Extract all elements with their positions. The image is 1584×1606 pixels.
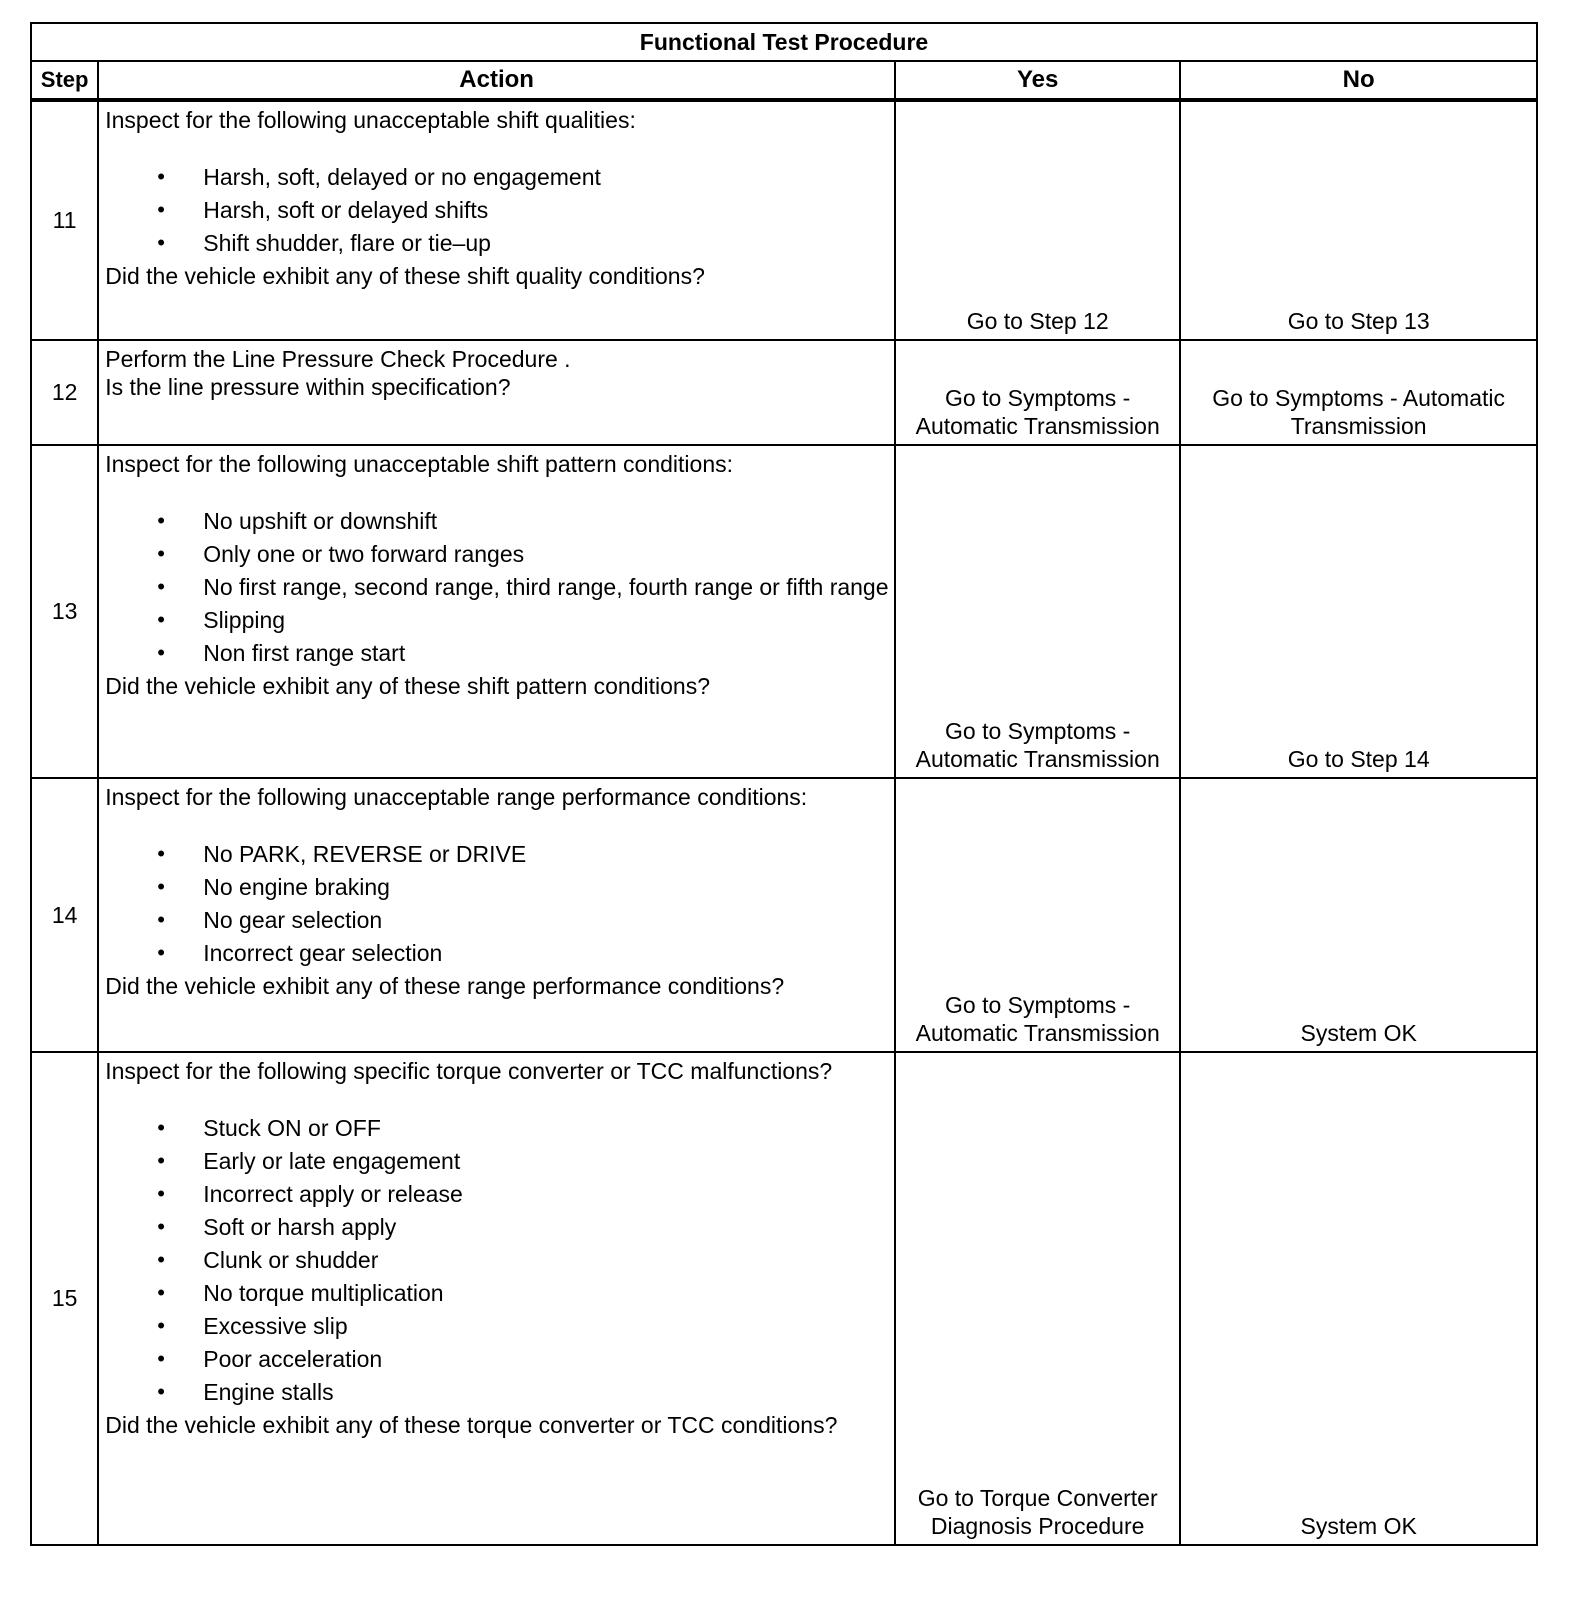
- no-result: System OK: [1180, 1052, 1537, 1545]
- bullet-icon: •: [157, 940, 165, 965]
- bullet-icon: •: [157, 841, 165, 866]
- list-item-text: No first range, second range, third range, fourth range or fifth range: [203, 574, 889, 600]
- list-item-text: No engine braking: [203, 874, 390, 900]
- bullet-icon: •: [157, 1148, 165, 1173]
- step-number: 15: [31, 1052, 98, 1545]
- condition-list: [105, 1114, 890, 1406]
- list-item-text: Incorrect gear selection: [203, 940, 443, 966]
- list-item-text: Poor acceleration: [203, 1346, 383, 1372]
- action-content: [105, 783, 890, 1000]
- condition-list: [105, 163, 890, 257]
- bullet-icon: •: [157, 640, 165, 665]
- bullet-icon: •: [157, 874, 165, 899]
- list-item: [105, 1246, 890, 1274]
- step-number: 12: [31, 340, 98, 445]
- bullet-icon: •: [157, 1346, 165, 1371]
- action-question: Did the vehicle exhibit any of these torque converter or TCC conditions?: [105, 1412, 838, 1438]
- list-item-text: Slipping: [203, 607, 286, 633]
- bullet-icon: •: [157, 541, 165, 566]
- list-item: [105, 840, 890, 868]
- step-number: 11: [31, 100, 98, 340]
- action-top: [105, 345, 890, 373]
- bullet-icon: •: [157, 607, 165, 632]
- table-header-row: [31, 61, 1537, 100]
- list-item-text: Harsh, soft, delayed or no engagement: [203, 164, 601, 190]
- step-number: 13: [31, 445, 98, 778]
- action-cell: [98, 1052, 895, 1545]
- action-top: [105, 1057, 890, 1411]
- list-item-text: No torque multiplication: [203, 1280, 444, 1306]
- table-row: [31, 445, 1537, 778]
- bullet-icon: •: [157, 1214, 165, 1239]
- list-item-text: Non first range start: [203, 640, 406, 666]
- bullet-icon: •: [157, 907, 165, 932]
- action-top: [105, 450, 890, 672]
- list-item: [105, 1147, 890, 1175]
- action-content: [105, 106, 890, 290]
- list-item: [105, 1345, 890, 1373]
- list-item-text: Only one or two forward ranges: [203, 541, 525, 567]
- action-intro: Perform the Line Pressure Check Procedure .: [105, 346, 571, 372]
- list-item-text: Engine stalls: [203, 1379, 334, 1405]
- table-body: [31, 100, 1537, 1545]
- table-row: [31, 778, 1537, 1052]
- condition-list: [105, 507, 890, 667]
- table-row: [31, 1052, 1537, 1545]
- no-result: Go to Step 13: [1180, 100, 1537, 340]
- action-intro: Inspect for the following unacceptable shift pattern conditions:: [105, 451, 734, 477]
- table-title: Functional Test Procedure: [31, 23, 1537, 61]
- action-question: Did the vehicle exhibit any of these shift pattern conditions?: [105, 673, 710, 699]
- list-item: [105, 229, 890, 257]
- list-item-text: No PARK, REVERSE or DRIVE: [203, 841, 527, 867]
- list-item: [105, 906, 890, 934]
- list-item: [105, 873, 890, 901]
- table-row: [31, 340, 1537, 445]
- bullet-icon: •: [157, 508, 165, 533]
- functional-test-table: [30, 22, 1538, 1546]
- action-content: [105, 450, 890, 700]
- list-item: [105, 1213, 890, 1241]
- yes-result: Go to Symptoms - Automatic Transmission: [895, 778, 1180, 1052]
- list-item-text: Shift shudder, flare or tie–up: [203, 230, 491, 256]
- list-item: [105, 540, 890, 568]
- action-cell: [98, 340, 895, 445]
- bullet-icon: •: [157, 197, 165, 222]
- action-question: Is the line pressure within specification?: [105, 374, 511, 400]
- action-cell: [98, 445, 895, 778]
- table-title-row: [31, 23, 1537, 61]
- list-item: [105, 196, 890, 224]
- yes-result: Go to Torque Converter Diagnosis Procedure: [895, 1052, 1180, 1545]
- action-top: [105, 783, 890, 972]
- list-item: [105, 606, 890, 634]
- list-item-text: Incorrect apply or release: [203, 1181, 463, 1207]
- bullet-icon: •: [157, 1313, 165, 1338]
- list-item-text: No gear selection: [203, 907, 383, 933]
- header-yes: Yes: [895, 61, 1180, 100]
- list-item-text: Early or late engagement: [203, 1148, 461, 1174]
- action-intro: Inspect for the following unacceptable range performance conditions:: [105, 784, 808, 810]
- list-item: [105, 1378, 890, 1406]
- action-top: [105, 106, 890, 262]
- list-item: [105, 1180, 890, 1208]
- bullet-icon: •: [157, 1379, 165, 1404]
- yes-result: Go to Symptoms - Automatic Transmission: [895, 340, 1180, 445]
- list-item-text: No upshift or downshift: [203, 508, 438, 534]
- action-intro: Inspect for the following specific torque converter or TCC malfunctions?: [105, 1058, 833, 1084]
- bullet-icon: •: [157, 164, 165, 189]
- no-result: System OK: [1180, 778, 1537, 1052]
- action-cell: [98, 100, 895, 340]
- bullet-icon: •: [157, 1115, 165, 1140]
- yes-result: Go to Symptoms - Automatic Transmission: [895, 445, 1180, 778]
- action-content: [105, 1057, 890, 1439]
- action-question: Did the vehicle exhibit any of these range performance conditions?: [105, 973, 785, 999]
- list-item: [105, 1114, 890, 1142]
- list-item-text: Excessive slip: [203, 1313, 348, 1339]
- list-item-text: Soft or harsh apply: [203, 1214, 397, 1240]
- list-item-text: Stuck ON or OFF: [203, 1115, 381, 1141]
- action-cell: [98, 778, 895, 1052]
- step-number: 14: [31, 778, 98, 1052]
- bullet-icon: •: [157, 574, 165, 599]
- list-item: [105, 573, 890, 601]
- bullet-icon: •: [157, 1247, 165, 1272]
- list-item: [105, 939, 890, 967]
- yes-result: Go to Step 12: [895, 100, 1180, 340]
- bullet-icon: •: [157, 1280, 165, 1305]
- bullet-icon: •: [157, 230, 165, 255]
- action-content: [105, 345, 890, 401]
- table-row: [31, 100, 1537, 340]
- condition-list: [105, 840, 890, 967]
- header-step: Step: [31, 61, 98, 100]
- list-item-text: Harsh, soft or delayed shifts: [203, 197, 489, 223]
- bullet-icon: •: [157, 1181, 165, 1206]
- list-item: [105, 1312, 890, 1340]
- header-action: Action: [98, 61, 895, 100]
- header-no: No: [1180, 61, 1537, 100]
- list-item-text: Clunk or shudder: [203, 1247, 379, 1273]
- list-item: [105, 507, 890, 535]
- list-item: [105, 639, 890, 667]
- list-item: [105, 1279, 890, 1307]
- no-result: Go to Step 14: [1180, 445, 1537, 778]
- list-item: [105, 163, 890, 191]
- no-result: Go to Symptoms - Automatic Transmission: [1180, 340, 1537, 445]
- action-question: Did the vehicle exhibit any of these shift quality conditions?: [105, 263, 705, 289]
- action-intro: Inspect for the following unacceptable shift qualities:: [105, 107, 636, 133]
